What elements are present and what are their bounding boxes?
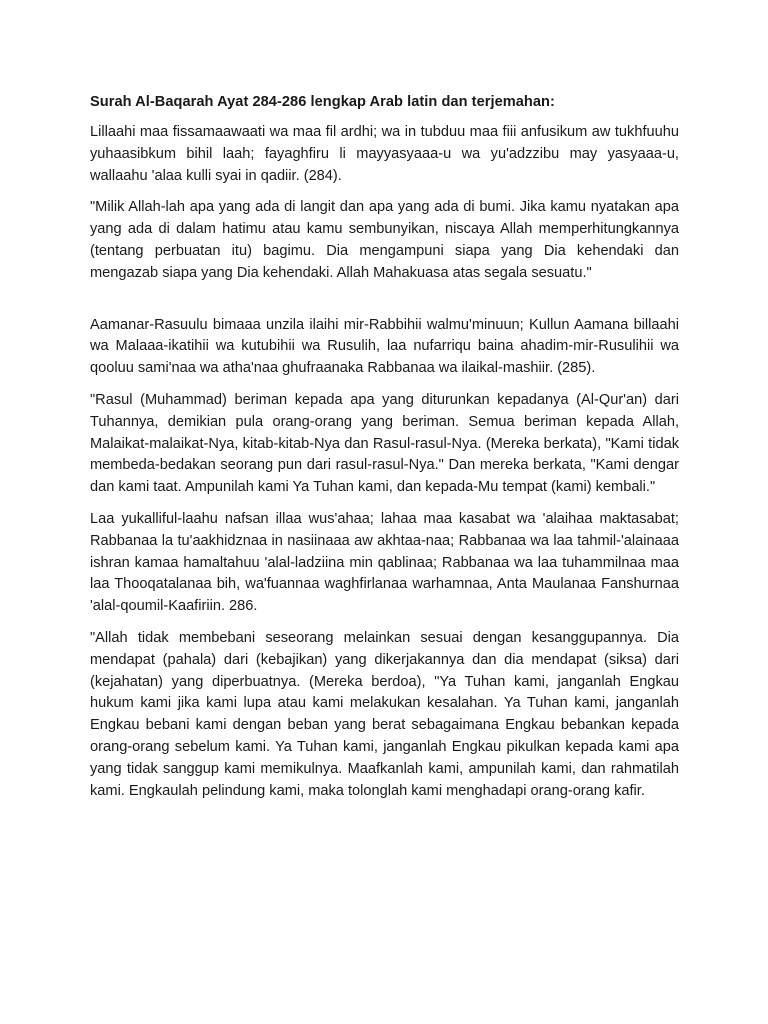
paragraph-ayat-286-latin: Laa yukalliful-laahu nafsan illaa wus'ahaa; lahaa maa kasabat wa 'alaihaa maktasabat; Rabbanaa la tu'aakhidznaa in nasiinaaa aw akhtaa-naa; Rabbanaa wa laa tahmil-'alainaaa ishran kamaa hamaltahuu 'alal-ladziina min qablinaa; Rabbanaa wa laa tuhammilnaa maa laa Thooqatalanaa bih, wa'fuannaa waghfirlanaa warhamnaa, Anta Maulanaa Fanshurnaa 'alal-qoumil-Kaafiriin. 286. bbox=[90, 510, 679, 615]
document-title: Surah Al-Baqarah Ayat 284-286 lengkap Arab latin dan terjemahan: bbox=[90, 94, 555, 110]
paragraph-ayat-284-translation: "Milik Allah-lah apa yang ada di langit dan apa yang ada di bumi. Jika kamu nyatakan apa yang ada di dalam hatimu atau kamu sembunyikan, niscaya Allah memperhitungkannya (tentang perbuatan itu) bagimu. Dia mengampuni siapa yang Dia kehendaki dan mengazab siapa yang Dia kehendaki. Allah Mahakuasa atas segala sesuatu." bbox=[90, 199, 679, 281]
paragraph-ayat-285-latin: Aamanar-Rasuulu bimaaa unzila ilaihi mir-Rabbihii walmu'minuun; Kullun Aamana billaahi wa Malaaa-ikatihii wa kutubihii wa Rusulih, laa nufarriqu baina ahadim-mir-Rusulihii wa qooluu sami'naa wa atha'naa ghufraanaka Rabbanaa wa ilaikal-mashiir. (285). bbox=[90, 316, 679, 377]
document-page bbox=[90, 92, 679, 812]
paragraph-ayat-286-translation: "Allah tidak membebani seseorang melainkan sesuai dengan kesanggupannya. Dia mendapat (pahala) dari (kebajikan) yang dikerjakannya dan dia mendapat (siksa) dari (kejahatan) yang diperbuatnya. (Mereka berdoa), "Ya Tuhan kami, janganlah Engkau hukum kami jika kami lupa atau kami melakukan kesalahan. Ya Tuhan kami, janganlah Engkau bebani kami dengan beban yang berat sebagaimana Engkau bebankan kepada orang-orang sebelum kami. Ya Tuhan kami, janganlah Engkau pikulkan kepada kami apa yang tidak sanggup kami memikulnya. Maafkanlah kami, ampunilah kami, dan rahmatilah kami. Engkaulah pelindung kami, maka tolonglah kami menghadapi orang-orang kafir. bbox=[90, 629, 679, 799]
paragraph-ayat-285-translation: "Rasul (Muhammad) beriman kepada apa yang diturunkan kepadanya (Al-Qur'an) dari Tuhannya, demikian pula orang-orang yang beriman. Semua beriman kepada Allah, Malaikat-malaikat-Nya, kitab-kitab-Nya dan Rasul-rasul-Nya. (Mereka berkata), "Kami tidak membeda-bedakan seorang pun dari rasul-rasul-Nya." Dan mereka berkata, "Kami dengar dan kami taat. Ampunilah kami Ya Tuhan kami, dan kepada-Mu tempat (kami) kembali." bbox=[90, 391, 679, 496]
paragraph-ayat-284-latin: Lillaahi maa fissamaawaati wa maa fil ardhi; wa in tubduu maa fiii anfusikum aw tukhfuuhu yuhaasibkum bihil laah; fayaghfiru li mayyasyaaa-u wa yu'adzzibu may yasyaaa-u, wallaahu 'alaa kulli syai in qadiir. (284). bbox=[90, 124, 679, 184]
